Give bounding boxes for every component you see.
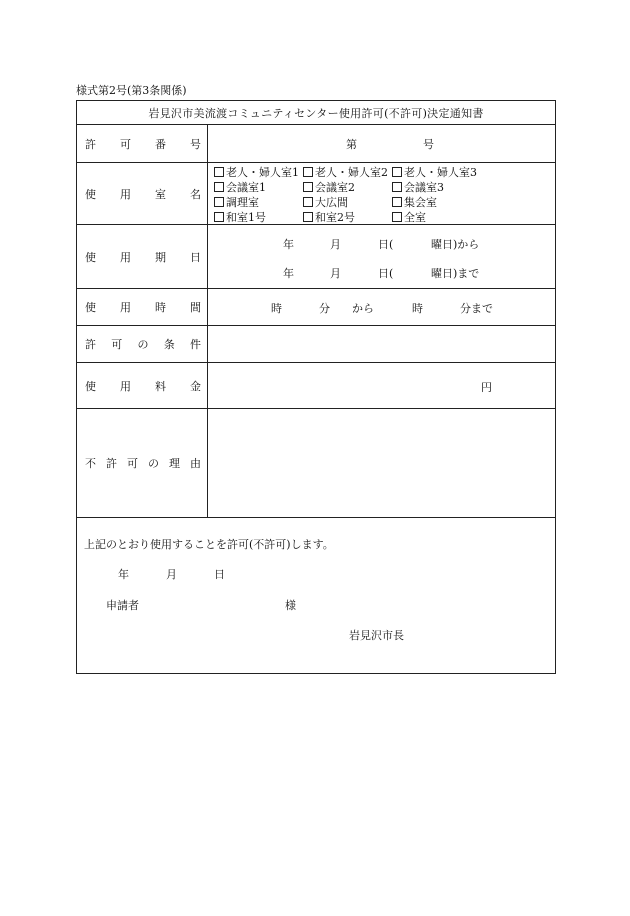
title-row bbox=[77, 101, 555, 124]
checkbox-icon bbox=[392, 182, 402, 192]
room-label: 使 用 室 名 bbox=[77, 163, 208, 224]
checkbox-icon bbox=[214, 167, 224, 177]
room-options bbox=[209, 163, 555, 224]
mayor-text: 岩見沢市長 bbox=[349, 629, 404, 642]
statement-text: 上記のとおり使用することを許可(不許可)します。 bbox=[84, 538, 334, 551]
time-value[interactable]: 時 分 から 時 分まで bbox=[271, 302, 493, 315]
applicant-label: 申請者 bbox=[106, 599, 139, 612]
form-caption: 様式第2号(第3条関係) bbox=[76, 84, 187, 97]
go-text: 号 bbox=[423, 138, 434, 151]
date-year: 年 bbox=[118, 568, 129, 581]
room-option[interactable]: 和室2号 bbox=[303, 209, 355, 225]
condition-row bbox=[77, 325, 555, 362]
checkbox-icon bbox=[214, 212, 224, 222]
room-option[interactable]: 老人・婦人室1 bbox=[214, 164, 299, 180]
room-option[interactable]: 会議室3 bbox=[392, 179, 444, 195]
checkbox-icon bbox=[303, 197, 313, 207]
permit-number-value[interactable] bbox=[209, 125, 555, 162]
footer-section bbox=[77, 517, 555, 673]
checkbox-icon bbox=[303, 167, 313, 177]
room-option[interactable]: 集会室 bbox=[392, 194, 437, 210]
permit-number-label: 許 可 番 号 bbox=[77, 125, 208, 162]
checkbox-icon bbox=[392, 212, 402, 222]
fee-row bbox=[77, 362, 555, 408]
reason-row bbox=[77, 408, 555, 517]
date-day: 日 bbox=[214, 568, 225, 581]
room-option[interactable]: 全室 bbox=[392, 209, 426, 225]
condition-label: 許 可 の 条 件 bbox=[77, 326, 208, 362]
permit-number-row bbox=[77, 124, 555, 162]
form-title: 岩見沢市美流渡コミュニティセンター使用許可(不許可)決定通知書 bbox=[148, 106, 484, 120]
period-row bbox=[77, 224, 555, 288]
dai-text: 第 bbox=[346, 138, 357, 151]
checkbox-icon bbox=[214, 182, 224, 192]
room-option[interactable]: 会議室1 bbox=[214, 179, 266, 195]
fee-value[interactable] bbox=[209, 363, 555, 408]
reason-label: 不 許 可 の 理 由 bbox=[77, 409, 208, 517]
yen-unit: 円 bbox=[481, 381, 492, 394]
fee-label: 使 用 料 金 bbox=[77, 363, 208, 408]
room-row bbox=[77, 162, 555, 224]
period-value[interactable]: 年 月 日( 曜日)から 年 月 日( 曜日)まで bbox=[283, 238, 480, 280]
checkbox-icon bbox=[392, 197, 402, 207]
checkbox-icon bbox=[392, 167, 402, 177]
time-row bbox=[77, 288, 555, 325]
room-option[interactable]: 会議室2 bbox=[303, 179, 355, 195]
checkbox-icon bbox=[303, 182, 313, 192]
period-label: 使 用 期 日 bbox=[77, 225, 208, 288]
time-label: 使 用 時 間 bbox=[77, 289, 208, 325]
room-option[interactable]: 調理室 bbox=[214, 194, 259, 210]
checkbox-icon bbox=[303, 212, 313, 222]
room-option[interactable]: 和室1号 bbox=[214, 209, 266, 225]
reason-value[interactable] bbox=[209, 409, 555, 517]
room-option[interactable]: 老人・婦人室2 bbox=[303, 164, 388, 180]
date-month: 月 bbox=[166, 568, 177, 581]
notice-form bbox=[76, 100, 556, 674]
room-option[interactable]: 老人・婦人室3 bbox=[392, 164, 477, 180]
condition-value[interactable] bbox=[209, 326, 555, 362]
sama-text: 様 bbox=[285, 599, 296, 612]
room-option[interactable]: 大広間 bbox=[303, 194, 348, 210]
checkbox-icon bbox=[214, 197, 224, 207]
